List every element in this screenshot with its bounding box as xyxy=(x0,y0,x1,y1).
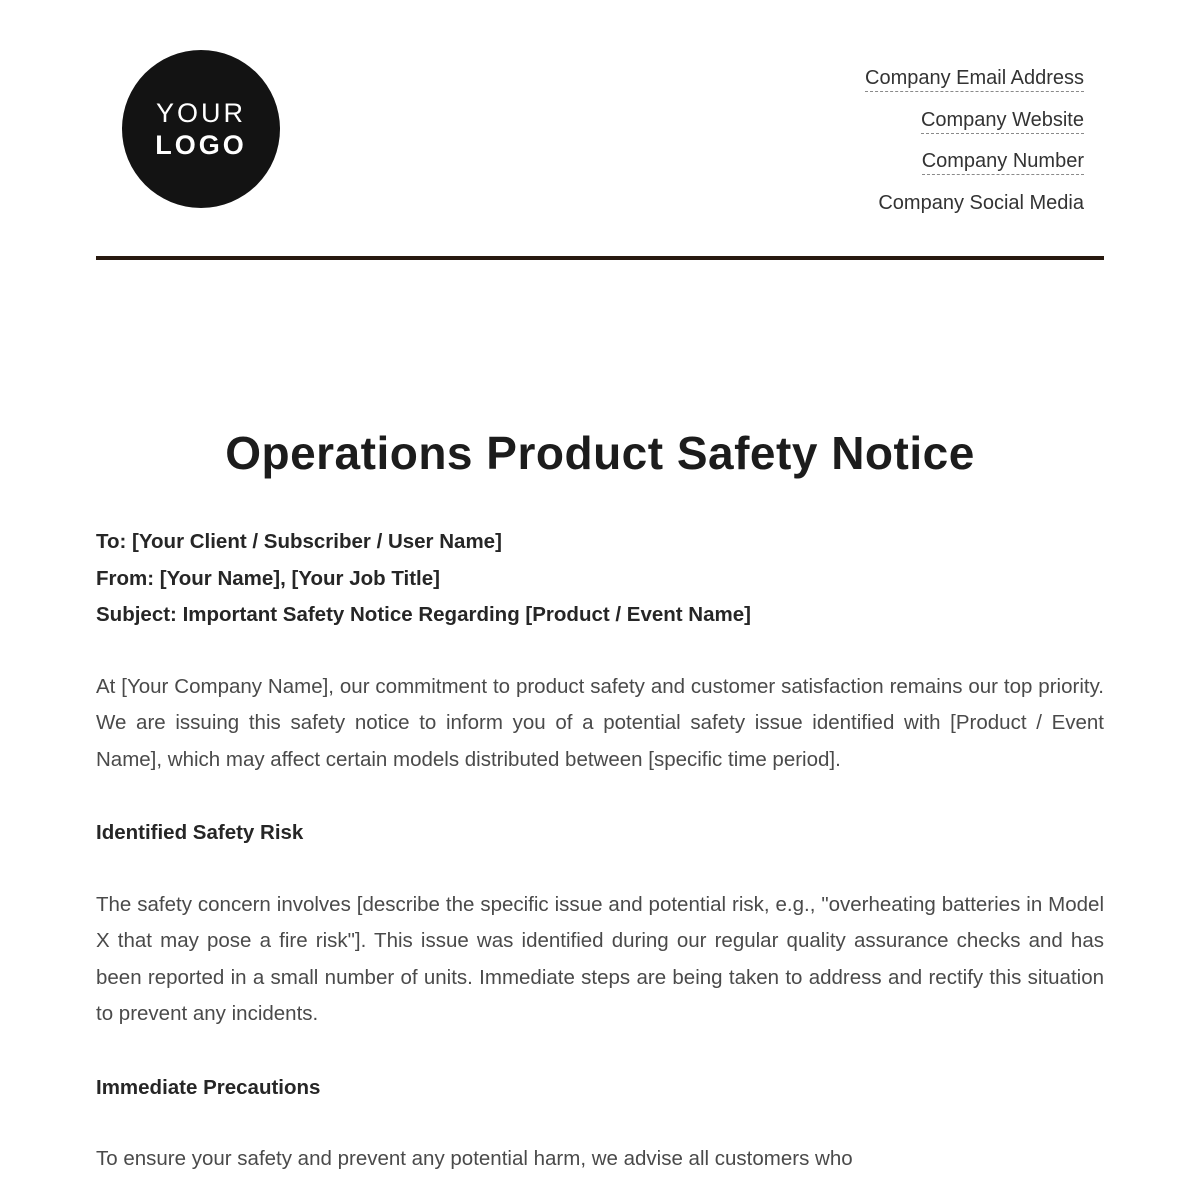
contact-website[interactable] xyxy=(865,100,1084,142)
company-contact-block xyxy=(865,58,1084,224)
contact-number[interactable] xyxy=(865,141,1084,183)
meta-to-line: To: [Your Client / Subscriber / User Name] xyxy=(96,530,502,553)
meta-from-line: From: [Your Name], [Your Job Title] xyxy=(96,566,440,590)
contact-website-label[interactable]: Company Website xyxy=(921,109,1084,134)
contact-social-media[interactable] xyxy=(865,183,1084,225)
section-paragraph-identified-safety-risk: The safety concern involves [describe the specific issue and potential risk, e.g., "overheating batteries in Model X that may pose a fire risk"]. This issue was identified during our regular quality assurance checks and has been reported in a small number of units. Immediate steps are being taken to address and rectify this situation to prevent any incidents. xyxy=(96,892,1104,1025)
intro-paragraph: At [Your Company Name], our commitment to product safety and customer satisfaction remains our top priority. We are issuing this safety notice to inform you of a potential safety issue identified with [Product / Event Name], which may affect certain models distributed between [specific time period]. xyxy=(96,674,1104,771)
section-heading-immediate-precautions: Immediate Precautions xyxy=(96,1075,321,1099)
section-heading-identified-safety-risk: Identified Safety Risk xyxy=(96,821,304,844)
logo-text-top: YOUR xyxy=(155,97,246,128)
header-divider xyxy=(96,256,1104,260)
logo-text-bottom: LOGO xyxy=(155,130,247,160)
section-paragraph-immediate-precautions: To ensure your safety and prevent any potential harm, we advise all customers who xyxy=(96,1147,853,1170)
company-logo xyxy=(122,50,280,208)
page-title: Operations Product Safety Notice xyxy=(225,427,975,479)
contact-email-label[interactable]: Company Email Address xyxy=(865,67,1084,92)
contact-email[interactable] xyxy=(865,58,1084,100)
contact-number-label[interactable]: Company Number xyxy=(922,150,1084,175)
meta-subject-line: Subject: Important Safety Notice Regarding [Product / Event Name] xyxy=(96,603,751,626)
contact-social-media-label[interactable]: Company Social Media xyxy=(878,191,1084,214)
letter-meta-block xyxy=(96,524,1104,634)
document-header xyxy=(96,48,1104,224)
